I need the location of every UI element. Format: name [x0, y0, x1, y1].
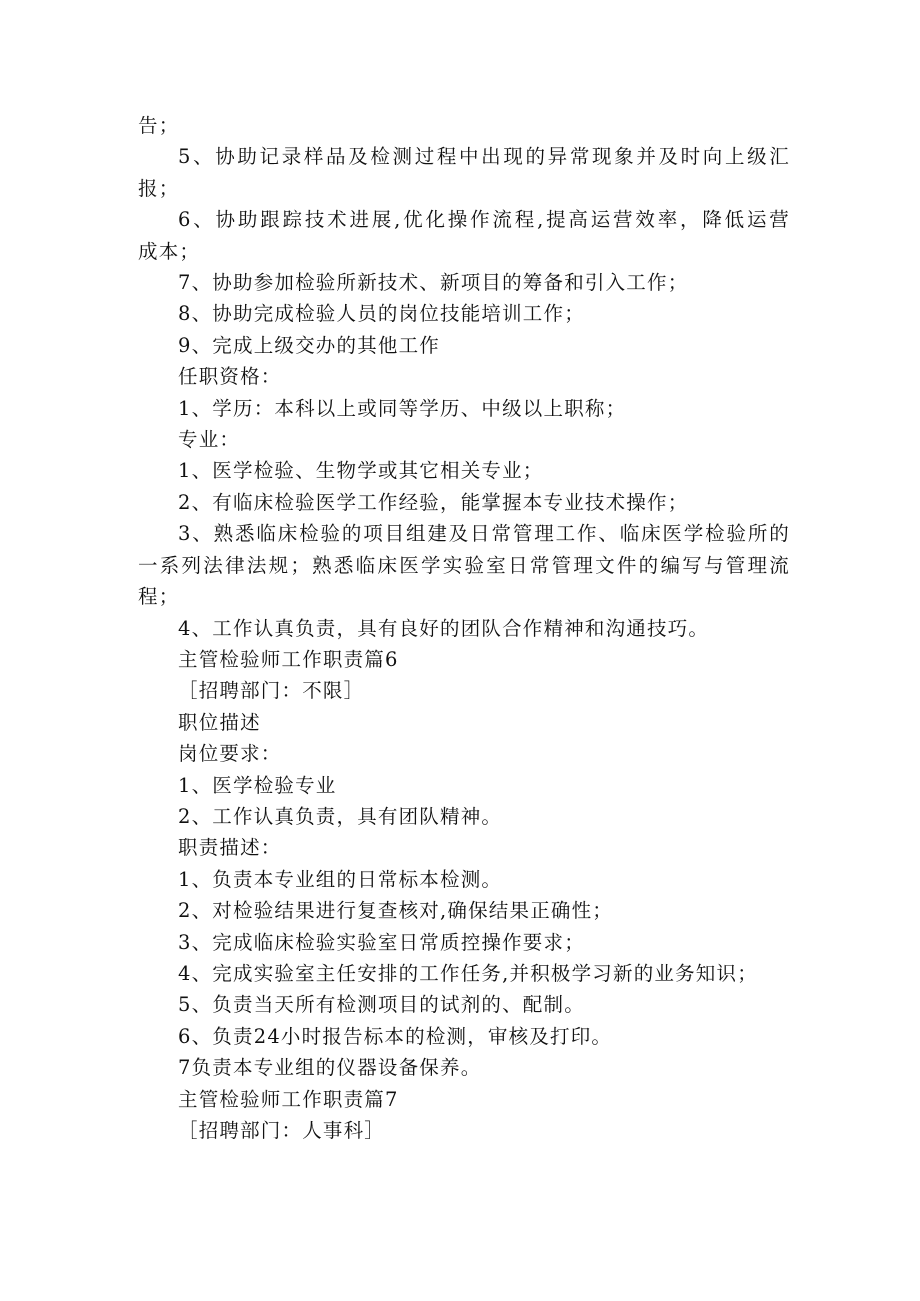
text-line: 1、负责本专业组的日常标本检测。: [178, 867, 503, 891]
text-line: 5、负责当天所有检测项目的试剂的、配制。: [178, 993, 585, 1017]
text-line: 岗位要求：: [178, 742, 282, 766]
text-line: 主管检验师工作职责篇6: [178, 647, 399, 671]
text-line: 1、医学检验、生物学或其它相关专业；: [178, 459, 544, 483]
text-line: 告；: [138, 114, 180, 137]
text-line: 一系列法律法规；熟悉临床医学实验室日常管理文件的编写与管理流: [138, 553, 790, 577]
text-line: 7、协助参加检验所新技术、新项目的筹备和引入工作；: [178, 271, 689, 295]
text-line: 专业：: [178, 428, 241, 452]
text-line: 6、协助跟踪技术进展,优化操作流程,提高运营效率，降低运营: [178, 208, 790, 232]
text-line: 职责描述：: [178, 836, 282, 860]
text-line: ［招聘部门：人事科］: [178, 1119, 386, 1142]
text-line: 9、完成上级交办的其他工作: [178, 333, 441, 357]
text-line: 主管检验师工作职责篇7: [178, 1087, 399, 1111]
text-line: 4、工作认真负责，具有良好的团队合作精神和沟通技巧。: [178, 616, 710, 640]
text-line: 报；: [138, 176, 180, 200]
text-line: 3、完成临床检验实验室日常质控操作要求；: [178, 930, 585, 954]
text-line: 程；: [138, 585, 180, 609]
document-body: [138, 110, 790, 1146]
text-line: 4、完成实验室主任安排的工作任务,并积极学习新的业务知识；: [178, 961, 758, 985]
text-line: 5、协助记录样品及检测过程中出现的异常现象并及时向上级汇: [178, 145, 790, 169]
text-line: ［招聘部门：不限］: [178, 679, 365, 703]
text-line: 任职资格：: [178, 365, 282, 389]
text-line: 1、医学检验专业: [178, 773, 337, 797]
text-line: 3、熟悉临床检验的项目组建及日常管理工作、临床医学检验所的: [178, 522, 790, 546]
text-line: 1、学历：本科以上或同等学历、中级以上职称；: [178, 396, 627, 420]
text-line: 2、工作认真负责，具有团队精神。: [178, 804, 503, 828]
text-line: 2、有临床检验医学工作经验，能掌握本专业技术操作；: [178, 490, 689, 514]
text-line: 6、负责24小时报告标本的检测，审核及打印。: [178, 1024, 613, 1048]
text-line: 2、对检验结果进行复查核对,确保结果正确性；: [178, 899, 614, 923]
text-line: 成本；: [138, 239, 201, 263]
text-line: 职位描述: [178, 710, 261, 734]
text-line: 8、协助完成检验人员的岗位技能培训工作；: [178, 302, 585, 326]
text-line: 7负责本专业组的仪器设备保养。: [178, 1056, 482, 1080]
